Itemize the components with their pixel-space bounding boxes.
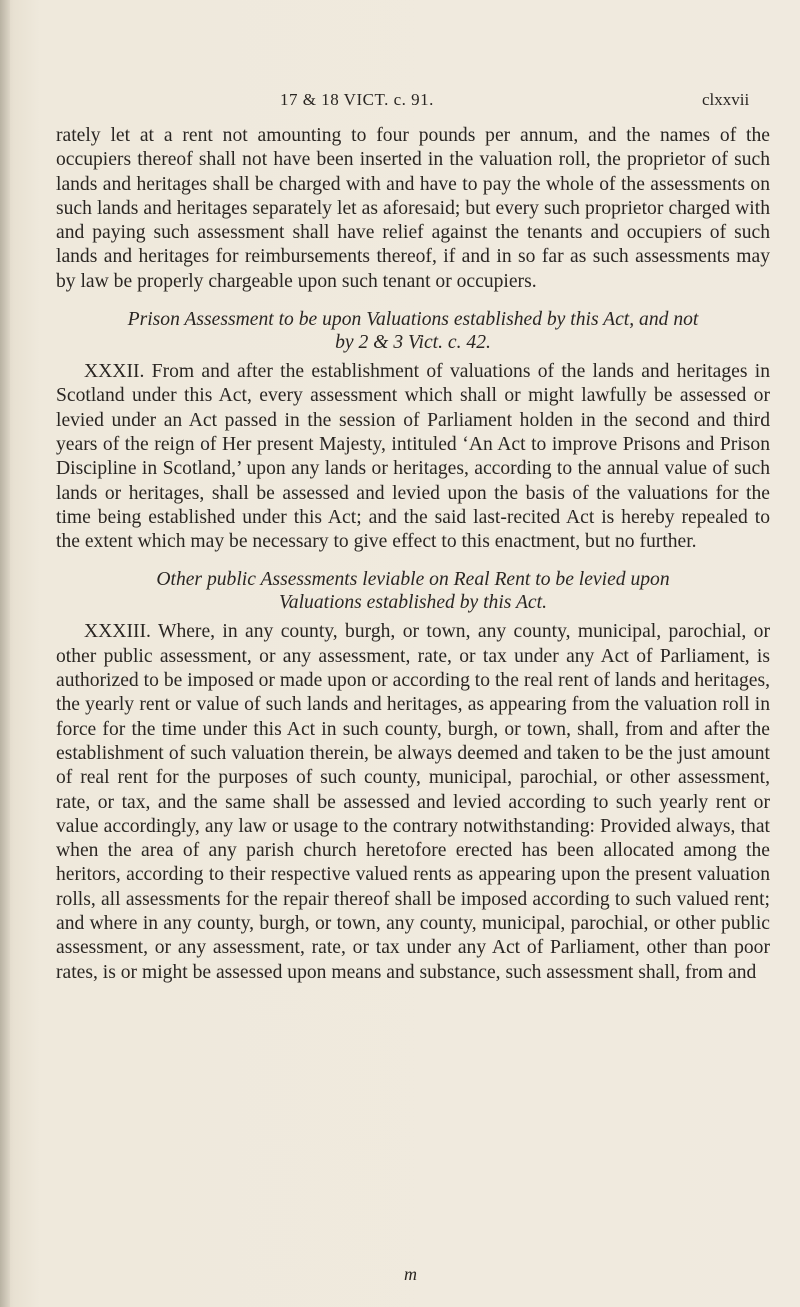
section-xxxii: XXXII. From and after the establishment of valuations of the lands and heritages in Scotland under this Act, every assessment which shall or might lawfully be assessed or levied under an Act passed in the session of Parliament holden in the second and third years of the reign of Her present Majesty, intituled ‘An Act to improve Prisons and Prison Discipline in Scotland,’ upon any lands or heritages, according to the annual value of such lands or heritages, shall be assessed and levied upon the basis of the valuations for the time being established under this Act; and the said last-recited Act is hereby repealed to the extent which may be necessary to give effect to this enactment, but no further. [56,361,770,553]
signature-mark: m [404,1264,417,1284]
page-header [0,90,800,116]
running-title: 17 & 18 VICT. c. 91. [280,90,434,109]
section-heading-prison-assessment [56,308,770,354]
heading-line: by 2 & 3 Vict. c. 42. [335,332,491,354]
heading-line: Prison Assessment to be upon Valuations established by this Act, and not [127,309,699,331]
section-heading-other-assessments [56,568,770,614]
heading-line: Valuations established by this Act. [279,592,547,614]
paragraph-continuation: rately let at a rent not amounting to four pounds per annum, and the names of the occupiers thereof shall not have been inserted in the valuation roll, the proprietor of such lands and heritages shall be charged with and have to pay the whole of the assessments on such lands and heritages separately let as aforesaid; but every such proprietor charged with and paying such assessment shall have relief against the tenants and occupiers of such lands and heritages for reimbursements thereof, if and in so far as such assessments may by law be properly chargeable upon such tenant or occupiers. [56,125,770,292]
heading-line: Other public Assessments leviable on Real Rent to be levied upon [156,569,670,591]
body-text [56,124,770,985]
section-xxxiii: XXXIII. Where, in any county, burgh, or town, any county, municipal, parochial, or other public assessment, or any assessment, rate, or tax under any Act of Parliament, is authorized to be imposed or made upon or according to the real rent of lands and heritages, the yearly rent or value of such lands and heritages, as appearing from the valuation roll in force for the time under this Act in such county, burgh, or town, shall, from and after the establishment of such valuation therein, be always deemed and taken to be the just amount of real rent for the purposes of such county, municipal, parochial, or other assessment, rate, or tax, and the same shall be assessed and levied according to such yearly rent or value accordingly, any law or usage to the contrary notwithstanding: Provided always, that when the area of any parish church heretofore erected has been allocated among the heritors, according to their respective valued rents as appearing upon the present valuation rolls, all assessments for the repair thereof shall be imposed according to such valued rent; and where in any county, burgh, or town, any county, municipal, parochial, or other public assessment, or any assessment, rate, or tax under any Act of Parliament, other than poor rates, is or might be assessed upon means and substance, such assessment shall, from and [56,621,770,983]
page-number: clxxvii [702,90,750,109]
book-spine-shadow [0,0,10,1307]
